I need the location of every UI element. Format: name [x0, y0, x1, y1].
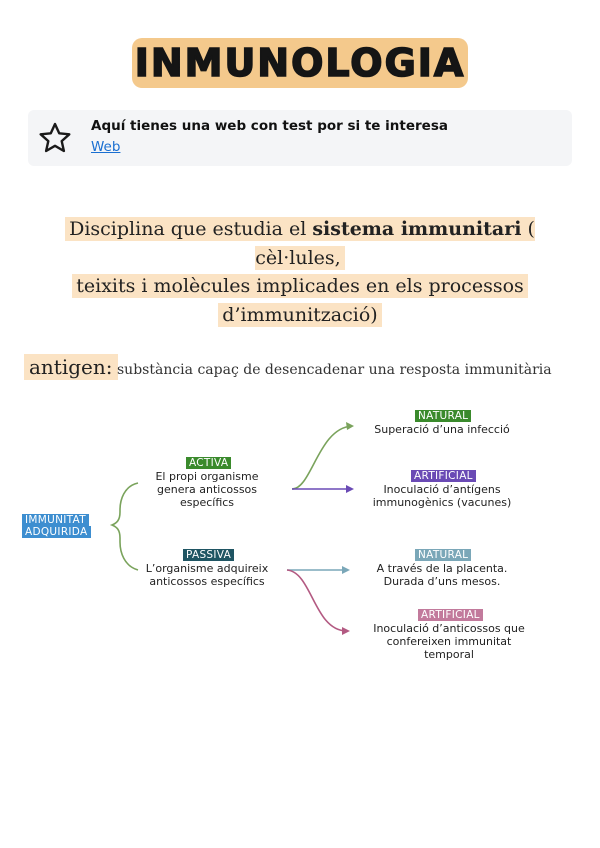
activa-tag: ACTIVA — [186, 457, 231, 469]
arrow-passive-artificial — [287, 570, 346, 631]
arrow-active-natural — [292, 426, 352, 489]
activa-natural-desc: Superació d’una infecció — [374, 423, 510, 436]
bookmark-text: Aquí tienes una web con test por si te interesa — [91, 118, 448, 134]
activa-natural-tag: NATURAL — [415, 410, 471, 422]
passiva-desc: L’organisme adquireix anticossos específics — [145, 562, 269, 588]
definition-line-1: Disciplina que estudia el sistema immunitari ( cèl·lules, — [65, 217, 535, 270]
brace-connector — [112, 483, 138, 570]
antigen-term: antigen: — [24, 354, 118, 380]
passiva-artificial-desc: Inoculació d’anticossos que confereixen immunitat temporal — [373, 622, 525, 661]
bookmark-card[interactable] — [28, 110, 572, 166]
definition-bold-term: sistema immunitari — [312, 218, 522, 240]
arrowhead-active-artificial — [346, 485, 354, 493]
star-icon — [38, 121, 72, 155]
definition-block — [20, 215, 580, 329]
root-tag-line-1: IMMUNITAT — [22, 514, 89, 526]
activa-artificial-tag: ARTIFICIAL — [411, 470, 476, 482]
definition-line-3: d’immunització) — [218, 303, 381, 327]
passiva-artificial-tag: ARTIFICIAL — [418, 609, 483, 621]
passiva-tag: PASSIVA — [183, 549, 234, 561]
antigen-definition: substància capaç de desencadenar una resposta immunitària — [117, 362, 552, 378]
web-link[interactable]: Web — [91, 139, 121, 155]
passiva-natural-tag: NATURAL — [415, 549, 471, 561]
root-tag-line-2: ADQUIRIDA — [22, 526, 91, 538]
activa-artificial-desc: Inoculació d’antígens immunogènics (vacunes) — [372, 483, 512, 509]
definition-line-2: teixits i molècules implicades en els processos — [72, 274, 528, 298]
passiva-natural-desc: A través de la placenta. Durada d’uns mesos. — [376, 562, 508, 588]
activa-desc: El propi organisme genera anticossos específics — [155, 470, 259, 509]
immunity-diagram — [0, 400, 600, 680]
arrowhead-passive-natural — [342, 566, 350, 574]
title-banner — [132, 38, 468, 88]
arrowhead-passive-artificial — [342, 627, 350, 635]
arrowhead-active-natural — [346, 422, 354, 430]
page-title: INMUNOLOGIA — [134, 41, 466, 85]
